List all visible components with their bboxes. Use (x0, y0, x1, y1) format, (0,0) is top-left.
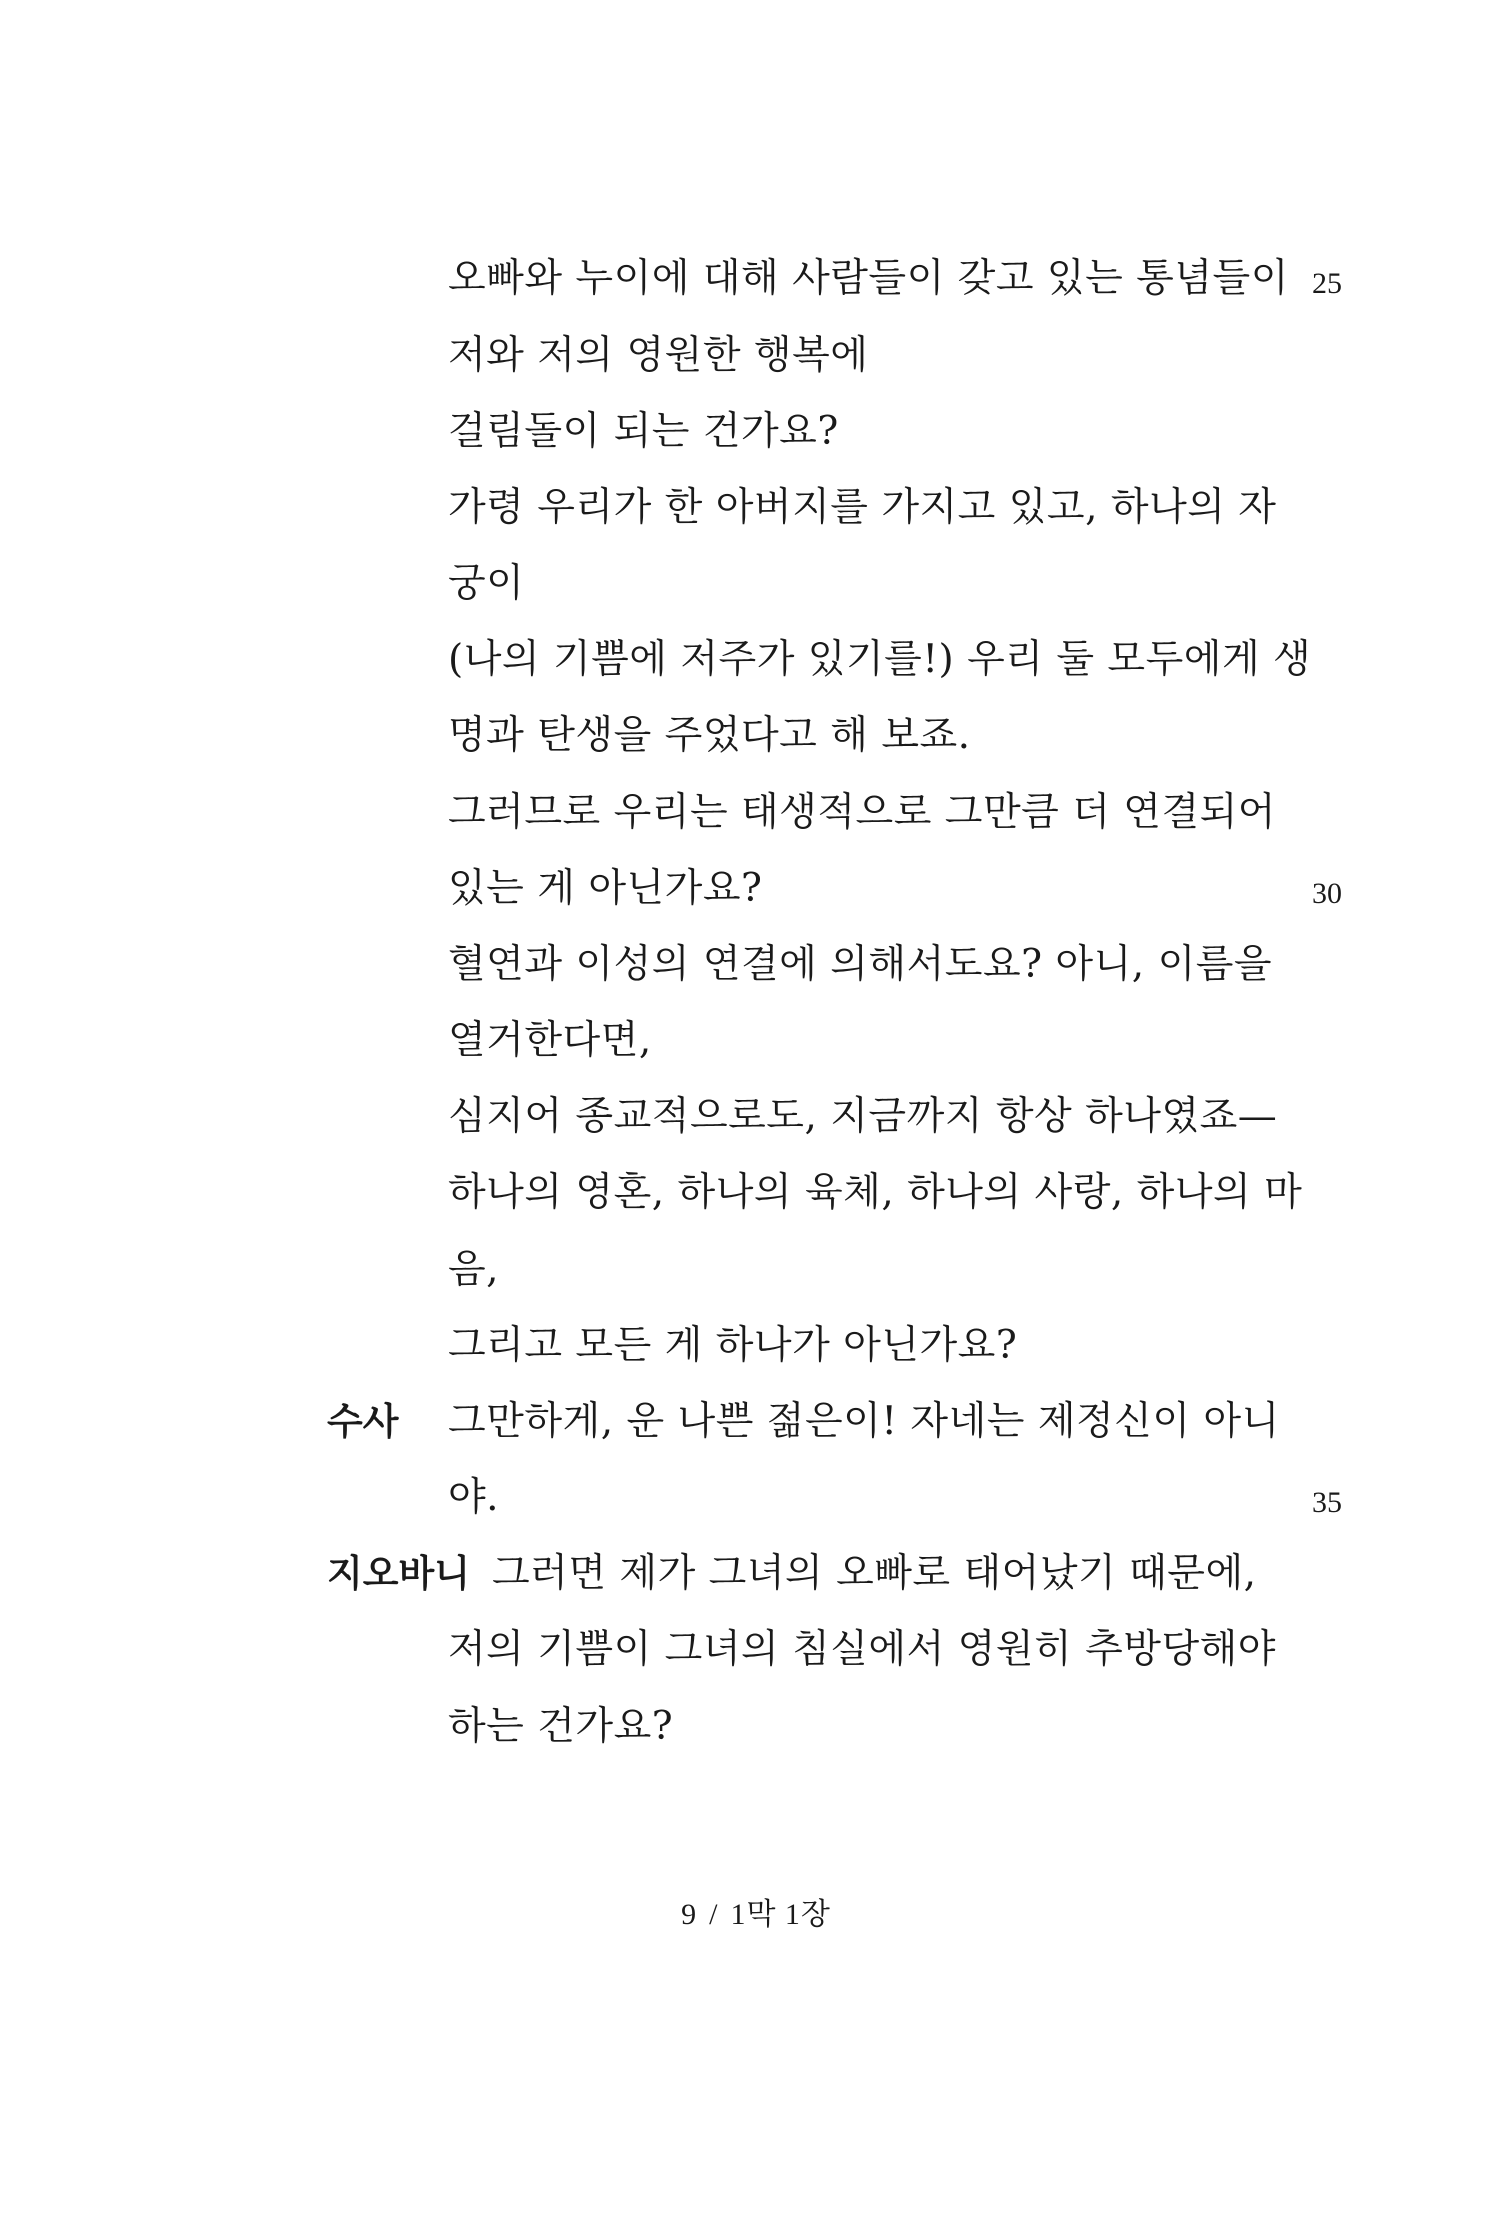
page-footer (0, 1895, 1512, 1935)
footer-separator: / (709, 1898, 719, 1931)
verse-line: 가령 우리가 한 아버지를 가지고 있고, 하나의 자 (448, 485, 1277, 530)
verse-line: 걸림돌이 되는 건가요? (448, 409, 839, 454)
page-number: 9 (681, 1898, 698, 1931)
verse-line: 저의 기쁨이 그녀의 침실에서 영원히 추방당해야 (448, 1627, 1276, 1672)
verse-line: 있는 게 아닌가요? (448, 866, 763, 911)
verse-line: 그만하게, 운 나쁜 젊은이! 자네는 제정신이 아니 (448, 1399, 1280, 1444)
verse-line: 심지어 종교적으로도, 지금까지 항상 하나였죠— (448, 1094, 1278, 1139)
speaker-friar: 수사 (327, 1400, 399, 1443)
verse-line: 그러면 제가 그녀의 오빠로 태어났기 때문에, (492, 1551, 1257, 1596)
verse-line: 열거한다면, (448, 1018, 652, 1063)
line-number: 30 (1312, 877, 1342, 910)
line-number: 35 (1312, 1486, 1342, 1519)
verse-line: 저와 저의 영원한 행복에 (448, 333, 869, 378)
verse-line: 음, (448, 1247, 500, 1292)
verse-line: 야. (448, 1475, 500, 1520)
verse-line: 명과 탄생을 주었다고 해 보죠. (448, 713, 971, 758)
verse-line: 하나의 영혼, 하나의 육체, 하나의 사랑, 하나의 마 (448, 1170, 1303, 1215)
verse-line: 그러므로 우리는 태생적으로 그만큼 더 연결되어 (448, 790, 1276, 835)
speaker-giovanni: 지오바니 (327, 1552, 470, 1595)
verse-line: (나의 기쁨에 저주가 있기를!) 우리 둘 모두에게 생 (448, 637, 1312, 682)
verse-line: 궁이 (448, 561, 525, 606)
verse-line: 그리고 모든 게 하나가 아닌가요? (448, 1323, 1018, 1368)
verse-line: 오빠와 누이에 대해 사람들이 갖고 있는 통념들이 (448, 256, 1289, 301)
verse-line: 하는 건가요? (448, 1704, 674, 1749)
verse-line: 혈연과 이성의 연결에 의해서도요? 아니, 이름을 (448, 942, 1273, 987)
section-label: 1막 1장 (730, 1898, 831, 1931)
line-number: 25 (1312, 267, 1342, 300)
